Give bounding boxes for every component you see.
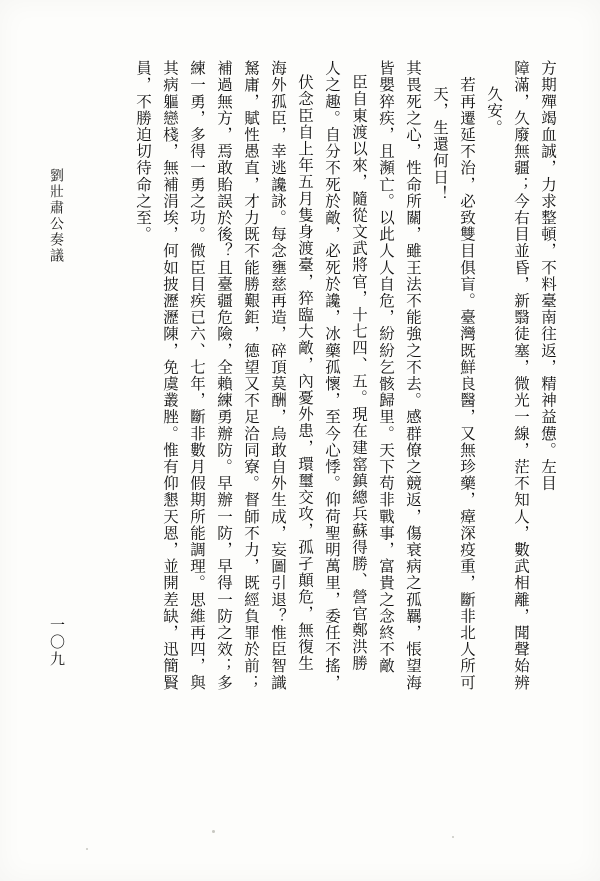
text-column: 員，不勝迫切待命之至。	[134, 60, 152, 243]
text-column: 方期殫竭血誠，力求整頓，不料臺南往返，精神益憊。左目	[539, 60, 557, 492]
text-column: 人之趣。自分不死於敵，必死於讒，冰藥孤懷，至今心悸。仰荷聖明萬里，委任不搖，	[323, 60, 341, 691]
text-column: 駑庸，賦性愚直，才力既不能勝艱鉅，德望又不足洽同寮。督師不力，既經負罪於前；	[242, 60, 260, 691]
text-column: 皆嬰猝疾，且瀕亡。以此人人自危，紛紛乞骸歸里。天下苟非戰事，富貴之念終不敵	[377, 60, 395, 675]
text-column: 伏念臣自上年五月隻身渡臺，猝臨大敵，內憂外患，環璽交攻，孤孑顛危，無復生	[296, 74, 314, 672]
text-column: 其畏死之心，性命所關，雖王法不能強之不去。感群僚之競返，傷衰病之孤羈，悵望海	[404, 60, 422, 691]
running-side-title: 劉壯肅公奏議	[48, 168, 64, 264]
page-number: 一〇九	[48, 617, 66, 668]
ink-speck	[212, 830, 215, 833]
text-column: 障滿，久廢無疆；今右目並昏，新翳徒塞，微光一線，茫不知人，數武相離，聞聲始辨	[512, 60, 530, 691]
text-column: 若再遷延不治，必致雙目俱盲。臺灣既鮮良醫，又無珍藥，瘴深疫重，斷非北人所可	[458, 60, 476, 691]
text-column: 其病軀戀棧，無補涓埃，何如披瀝瀝陳，免虞叢脞。惟有仰懇天恩，並開差缺，迅簡賢	[161, 60, 179, 691]
vertical-text-block	[48, 60, 560, 820]
text-column: 久安。	[485, 86, 503, 136]
ink-speck	[452, 836, 454, 838]
text-column: 海外孤臣，幸逃讒詠。每念壅慈再造，碎頂莫酬，烏敢自外生成，妄圖引退？惟臣智識	[269, 60, 287, 691]
text-column: 天，生還何日！	[431, 86, 449, 203]
text-column: 練一勇，多得一勇之功。微臣目疾已六、七年，斷非數月假期所能調理。思維再四，與	[188, 60, 206, 691]
text-column: 臣自東渡以來，隨從文武將官，十七四、五。現在建窰鎮總兵蘇得勝、營官鄭洪勝	[350, 74, 368, 672]
text-column: 補過無方，焉敢貽誤於後？且臺疆危險，全賴練勇辦防。早辦一防，早得一防之效；多	[215, 60, 233, 691]
ink-speck	[86, 848, 88, 850]
